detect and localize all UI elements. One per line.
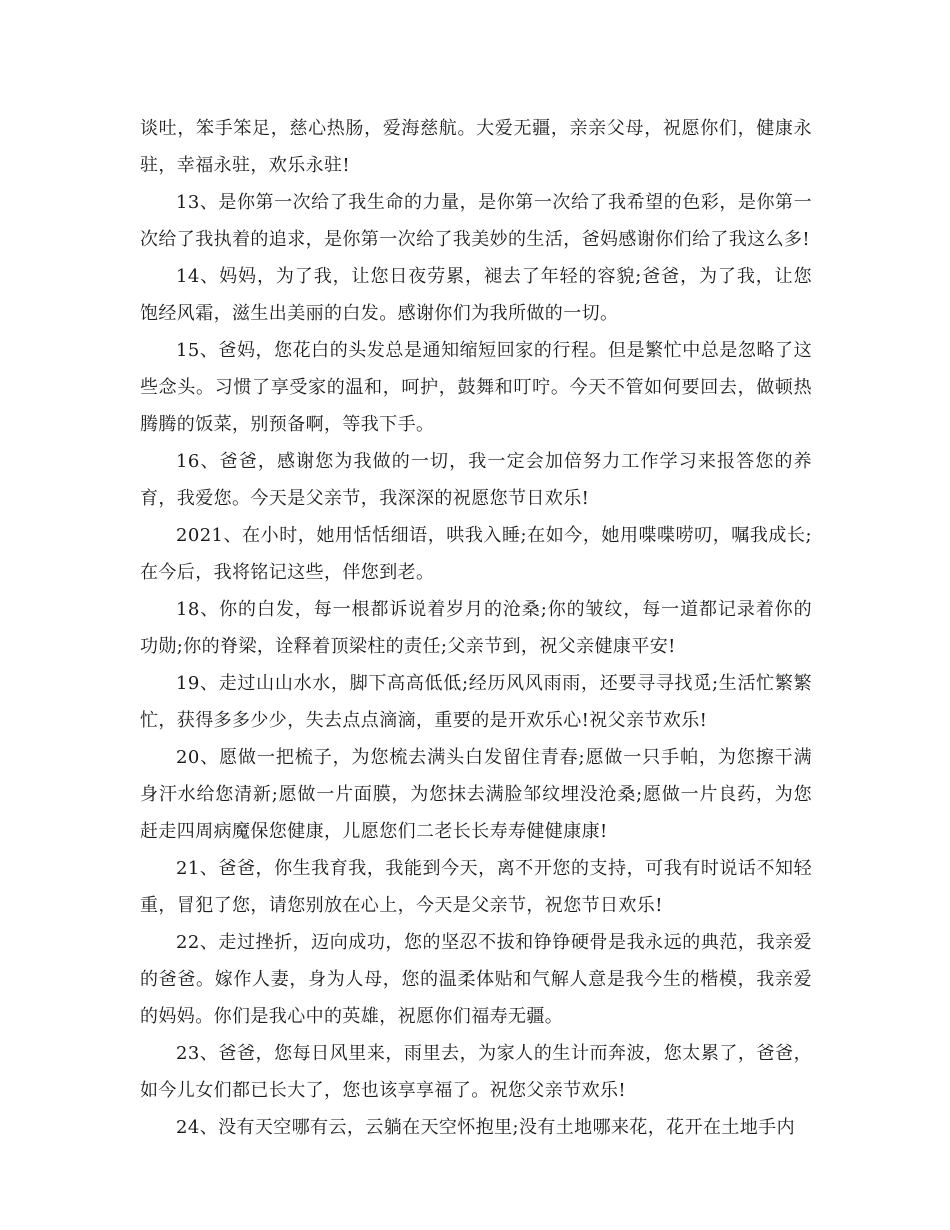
paragraph-22: 22、走过挫折，迈向成功，您的坚忍不拔和铮铮硬骨是我永远的典范，我亲爱的爸爸。嫁作人妻，身为人母，您的温柔体贴和气解人意是我今生的楷模，我亲爱的妈妈。你们是我心中的英雄，祝愿你们福寿无疆。 [140, 932, 812, 1027]
paragraph-23: 23、爸爸，您每日风里来，雨里去，为家人的生计而奔波，您太累了，爸爸，如今儿女们都已长大了，您也该享享福了。祝您父亲节欢乐! [140, 1043, 812, 1101]
paragraph-continuation: 谈吐，笨手笨足，慈心热肠，爱海慈航。大爱无疆，亲亲父母，祝愿你们，健康永驻，幸福永驻，欢乐永驻! [140, 118, 812, 176]
paragraph-18: 18、你的白发，每一根都诉说着岁月的沧桑;你的皱纹，每一道都记录着你的功勋;你的脊梁，诠释着顶梁柱的责任;父亲节到，祝父亲健康平安! [140, 599, 812, 657]
paragraph-15: 15、爸妈，您花白的头发总是通知缩短回家的行程。但是繁忙中总是忽略了这些念头。习惯了享受家的温和，呵护，鼓舞和叮咛。今天不管如何要回去，做顿热腾腾的饭菜，别预备啊，等我下手。 [140, 340, 812, 435]
paragraph-2021: 2021、在小时，她用恬恬细语，哄我入睡;在如今，她用喋喋唠叨，嘱我成长;在今后，我将铭记这些，伴您到老。 [140, 525, 812, 583]
paragraph-16: 16、爸爸，感谢您为我做的一切，我一定会加倍努力工作学习来报答您的养育，我爱您。今天是父亲节，我深深的祝愿您节日欢乐! [140, 451, 812, 509]
paragraph-19: 19、走过山山水水，脚下高高低低;经历风风雨雨，还要寻寻找觅;生活忙繁繁忙，获得多多少少，失去点点滴滴，重要的是开欢乐心!祝父亲节欢乐! [140, 673, 812, 731]
document-body [140, 110, 812, 1146]
paragraph-13: 13、是你第一次给了我生命的力量，是你第一次给了我希望的色彩，是你第一次给了我执着的追求，是你第一次给了我美妙的生活，爸妈感谢你们给了我这么多! [140, 192, 812, 250]
paragraph-21: 21、爸爸，你生我育我，我能到今天，离不开您的支持，可我有时说话不知轻重，冒犯了您，请您别放在心上，今天是父亲节，祝您节日欢乐! [140, 858, 812, 916]
paragraph-24: 24、没有天空哪有云，云躺在天空怀抱里;没有土地哪来花，花开在土地手内 [176, 1117, 795, 1138]
paragraph-14: 14、妈妈，为了我，让您日夜劳累，褪去了年轻的容貌;爸爸，为了我，让您饱经风霜，滋生出美丽的白发。感谢你们为我所做的一切。 [140, 266, 812, 324]
paragraph-20: 20、愿做一把梳子，为您梳去满头白发留住青春;愿做一只手帕，为您擦干满身汗水给您清新;愿做一片面膜，为您抹去满脸邹纹埋没沧桑;愿做一片良药，为您赶走四周病魔保您健康，儿愿您们二老长长寿寿健健康康! [140, 747, 812, 842]
